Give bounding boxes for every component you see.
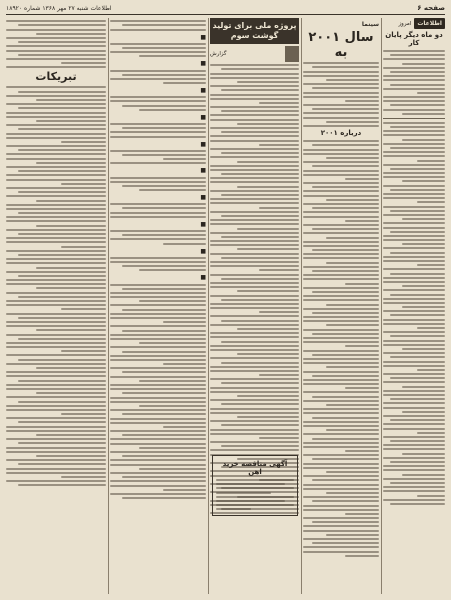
congratulations-heading: تبریکات [35, 70, 77, 84]
section-logo: اطلاعات [414, 18, 445, 29]
column-separator [381, 18, 382, 594]
entry-bullet: ■ [200, 113, 206, 121]
author-photo [285, 46, 299, 62]
column-separator [301, 18, 302, 594]
column-right [383, 18, 445, 594]
column-second [303, 18, 379, 594]
headline: سال ۲۰۰۱ به [308, 30, 374, 60]
notice-title: آگهی مناقصه خرید اهن [222, 460, 288, 476]
entry-bullet: ■ [200, 167, 206, 175]
section-tag: سینما [361, 21, 379, 28]
column-separator [208, 18, 209, 594]
entry-bullet: ■ [200, 247, 206, 255]
page-number: صفحه ۶ [417, 4, 445, 12]
article-banner: پروژه ملی برای تولید گوشت سوم [210, 18, 299, 44]
entry-bullet: ■ [200, 274, 206, 282]
entry-bullet: ■ [200, 220, 206, 228]
column-left [6, 18, 106, 594]
issue-info: اطلاعات شنبه ۲۷ مهر ۱۳۶۸ شماره ۱۸۹۲۰ [6, 4, 112, 12]
header-rule [6, 14, 445, 15]
section-subtitle: امروز [398, 20, 412, 27]
byline: گزارش [210, 50, 227, 57]
entry-bullet: ■ [200, 60, 206, 68]
subheading: درباره ۲۰۰۱ [320, 129, 362, 138]
entry-bullet: ■ [200, 87, 206, 95]
page-header [6, 2, 445, 14]
entry-bullet: ■ [200, 194, 206, 202]
column-heading: دو ماه دیگر پایان کار [385, 31, 443, 47]
notice-box [212, 452, 298, 519]
entry-bullet: ■ [200, 140, 206, 148]
column-separator [108, 18, 109, 594]
column-fourth [110, 18, 206, 594]
entry-bullet: ■ [200, 33, 206, 41]
